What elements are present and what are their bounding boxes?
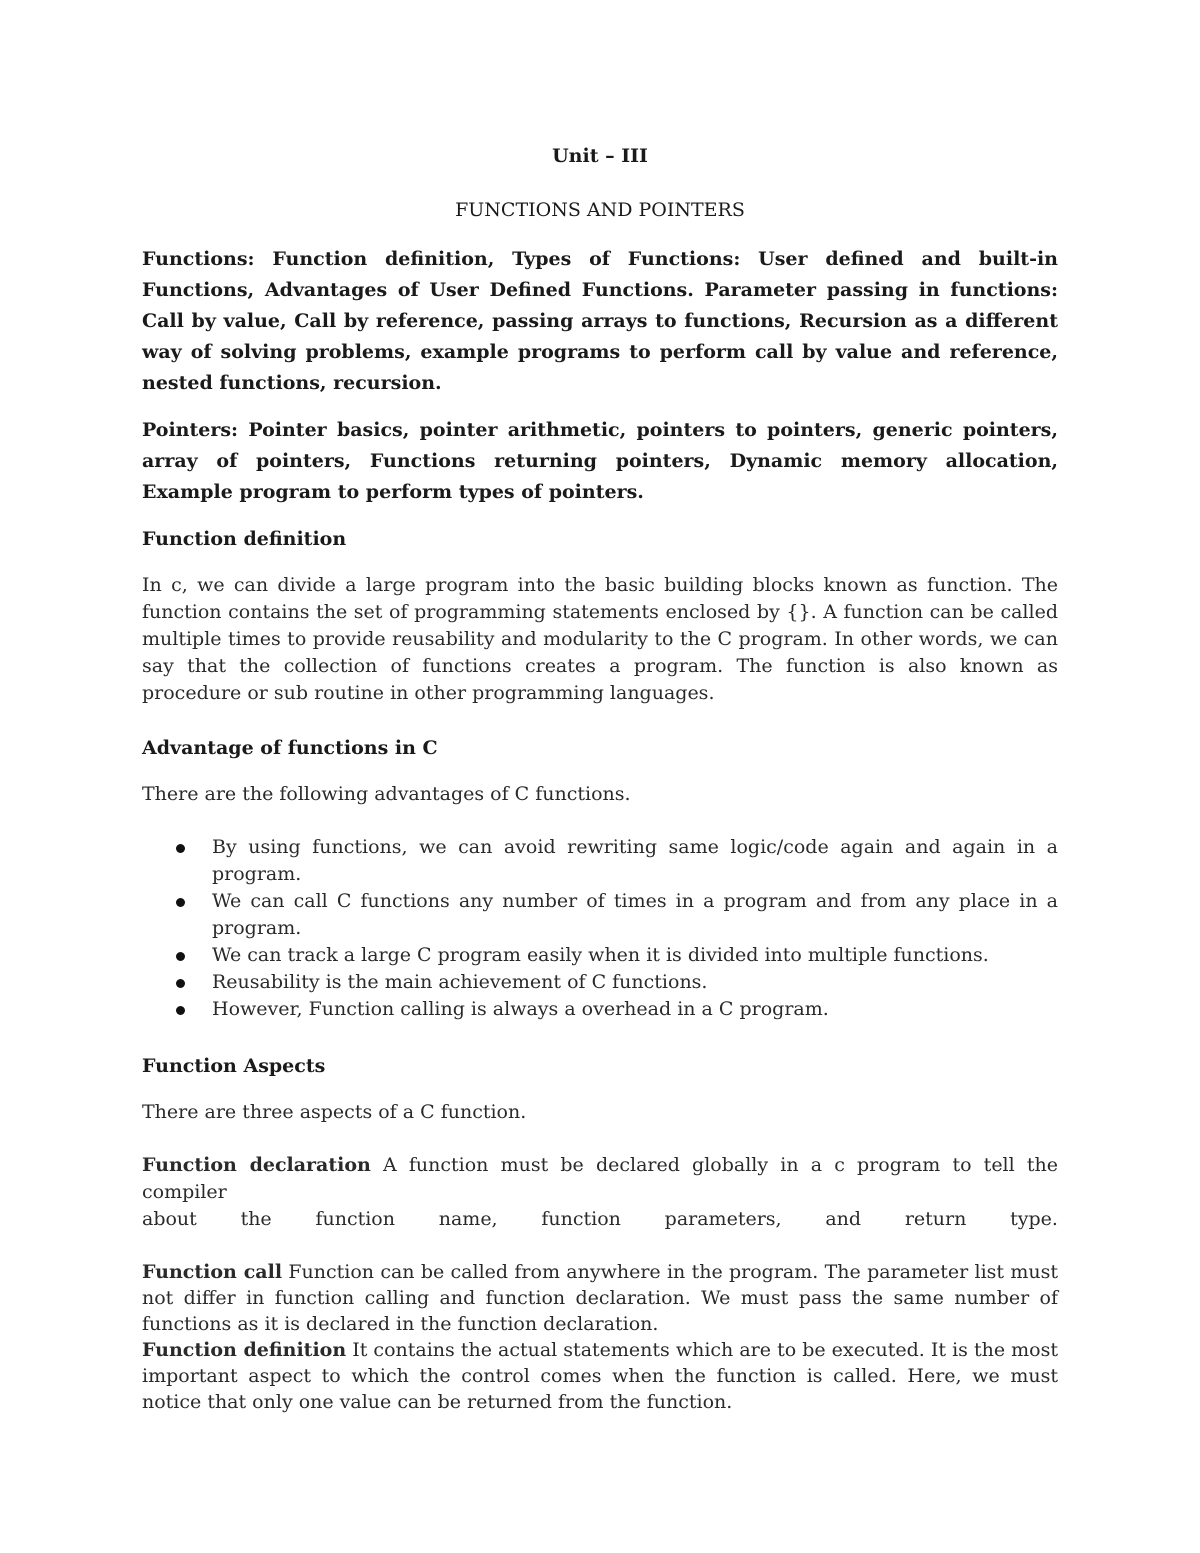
list-item (142, 996, 1058, 1023)
definition-text: It contains the actual statements which are to be executed. It is the most important aspect to which the control comes when the function is called. Here, we must notice that only one value can be returned from the function. (142, 1339, 1058, 1413)
declaration-word: name, (438, 1208, 498, 1230)
unit-title: Unit – III (552, 145, 648, 167)
advantages-intro: There are the following advantages of C functions. (142, 783, 631, 805)
advantages-heading: Advantage of functions in C (142, 737, 438, 759)
list-item-text: By using functions, we can avoid rewriting same logic/code again and again in a program. (212, 836, 1058, 885)
definition-term: Function definition (142, 1339, 347, 1361)
declaration-word: function (541, 1208, 621, 1230)
declaration-word: function (315, 1208, 395, 1230)
aspects-intro: There are three aspects of a C function. (142, 1101, 527, 1123)
declaration-text-line2 (142, 1206, 1058, 1233)
bullet-icon (176, 844, 185, 853)
syllabus-functions: Functions: Function definition, Types of Functions: User defined and built-in Functions, Advantages of User Defined Functions. Parameter passing in functions: Call by value, Call by reference, passing arrays to functions, Recursion as a different way of solving problems, example programs to perform call by value and reference, nested functions, recursion. (142, 248, 1058, 394)
aspects-heading: Function Aspects (142, 1055, 326, 1077)
list-item-text: Reusability is the main achievement of C functions. (212, 971, 708, 993)
definition-paragraph (142, 1337, 1058, 1415)
page-content (142, 140, 1058, 1415)
declaration-paragraph (142, 1152, 1058, 1233)
call-term: Function call (142, 1261, 283, 1283)
list-item (142, 942, 1058, 969)
bullet-icon (176, 952, 185, 961)
declaration-word: type. (1010, 1208, 1058, 1230)
bullet-icon (176, 898, 185, 907)
bullet-icon (176, 1006, 185, 1015)
list-item-text: We can call C functions any number of times in a program and from any place in a program. (212, 890, 1058, 939)
declaration-text-line1: A function must be declared globally in a c program to tell the compiler (142, 1154, 1058, 1203)
main-title: FUNCTIONS AND POINTERS (455, 199, 745, 221)
declaration-word: and (825, 1208, 862, 1230)
list-item-text: However, Function calling is always a overhead in a C program. (212, 998, 829, 1020)
declaration-word: the (240, 1208, 272, 1230)
list-item (142, 969, 1058, 996)
declaration-word: return (904, 1208, 967, 1230)
list-item (142, 834, 1058, 888)
list-item (142, 888, 1058, 942)
declaration-word: parameters, (664, 1208, 782, 1230)
syllabus-pointers: Pointers: Pointer basics, pointer arithmetic, pointers to pointers, generic pointers, array of pointers, Functions returning pointers, Dynamic memory allocation, Example program to perform types of pointers. (142, 419, 1058, 503)
declaration-term: Function declaration (142, 1154, 371, 1176)
declaration-word: about (142, 1208, 197, 1230)
function-definition-paragraph: In c, we can divide a large program into the basic building blocks known as function. The function contains the set of programming statements enclosed by {}. A function can be called multiple times to provide reusability and modularity to the C program. In other words, we can say that the collection of functions creates a program. The function is also known as procedure or sub routine in other programming languages. (142, 574, 1058, 704)
advantages-list (142, 834, 1058, 1023)
function-definition-heading: Function definition (142, 528, 347, 550)
call-paragraph (142, 1259, 1058, 1337)
call-text: Function can be called from anywhere in the program. The parameter list must not differ in function calling and function declaration. We must pass the same number of functions as it is declared in the function declaration. (142, 1261, 1058, 1335)
bullet-icon (176, 979, 185, 988)
list-item-text: We can track a large C program easily when it is divided into multiple functions. (212, 944, 989, 966)
